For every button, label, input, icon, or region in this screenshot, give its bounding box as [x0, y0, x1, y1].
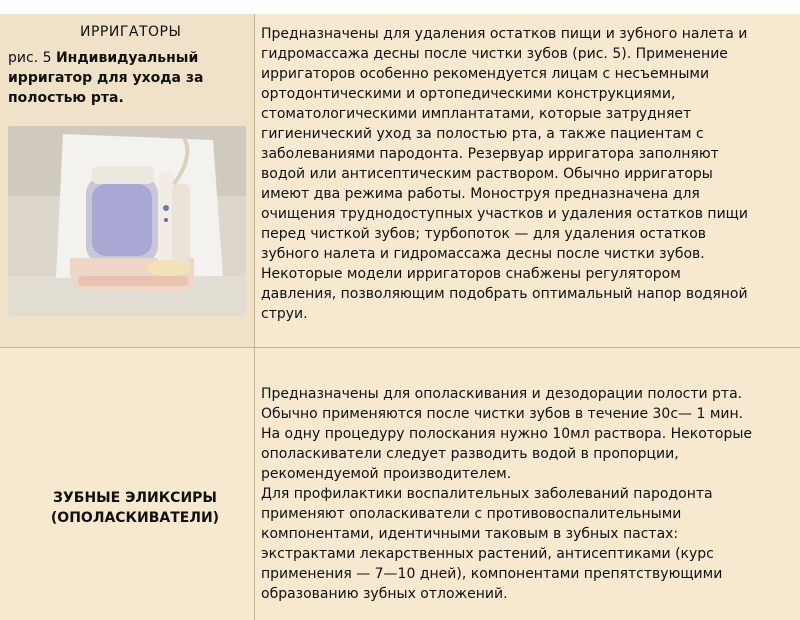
caption-prefix: рис. 5: [8, 50, 56, 66]
content-table: [0, 14, 800, 614]
irrigator-photo: [8, 126, 246, 316]
irrigators-label-cell: [0, 14, 255, 348]
irrigators-description-cell: [255, 14, 800, 348]
irrigators-title: ИРРИГАТОРЫ: [80, 24, 182, 40]
elixirs-description: Предназначены для ополаскивания и дезодорации полости рта. Обычно применяются после чистки зубов в течение 30с— 1 мин. На одну процедуру полоскания нужно 10мл раствора. Некоторые ополаскиватели следует разводить водой в пропорции, рекомендуемой производителем. Для профилактики воспалительных заболеваний пародонта применяют ополаскиватели с противовоспалительными компонентами, идентичными таковым в зубных пастах: экстрактами лекарственных растений, антисептиками (курс применения — 7—10 дней), компонентами препятствующими образованию зубных отложений.: [261, 386, 753, 602]
irrigators-description: Предназначены для удаления остатков пищи и зубного налета и гидромассажа десны после чистки зубов (рис. 5). Применение ирригаторов особенно рекомендуется лицам с несъемными ортодонтическими и ортопедическими конструкциями, стоматологическими имплантатами, которые затрудняет гигиенический уход за полостью рта, а также пациентам с заболеваниями пародонта. Резервуар ирригатора заполняют водой или антисептическим раствором. Обычно ирригаторы имеют два режима работы. Моноструя предназначена для очищения труднодоступных участков и удаления остатков пищи перед чисткой зубов; турбопоток — для удаления остатков зубного налета и гидромассажа десны после чистки зубов. Некоторые модели ирригаторов снабжены регулятором давления, позволяющим подобрать оптимальный напор водяной струи.: [261, 26, 748, 322]
elixirs-description-cell: [255, 348, 800, 620]
figure-caption: [8, 48, 248, 108]
caption-text: Индивидуальный ирригатор для ухода за полостью рта.: [8, 50, 204, 106]
elixirs-label-cell: [0, 348, 255, 620]
table-row-elixirs: [0, 348, 800, 620]
table-row-irrigators: [0, 14, 800, 348]
elixirs-title: ЗУБНЫЕ ЭЛИКСИРЫ (ОПОЛАСКИВАТЕЛИ): [50, 490, 220, 526]
